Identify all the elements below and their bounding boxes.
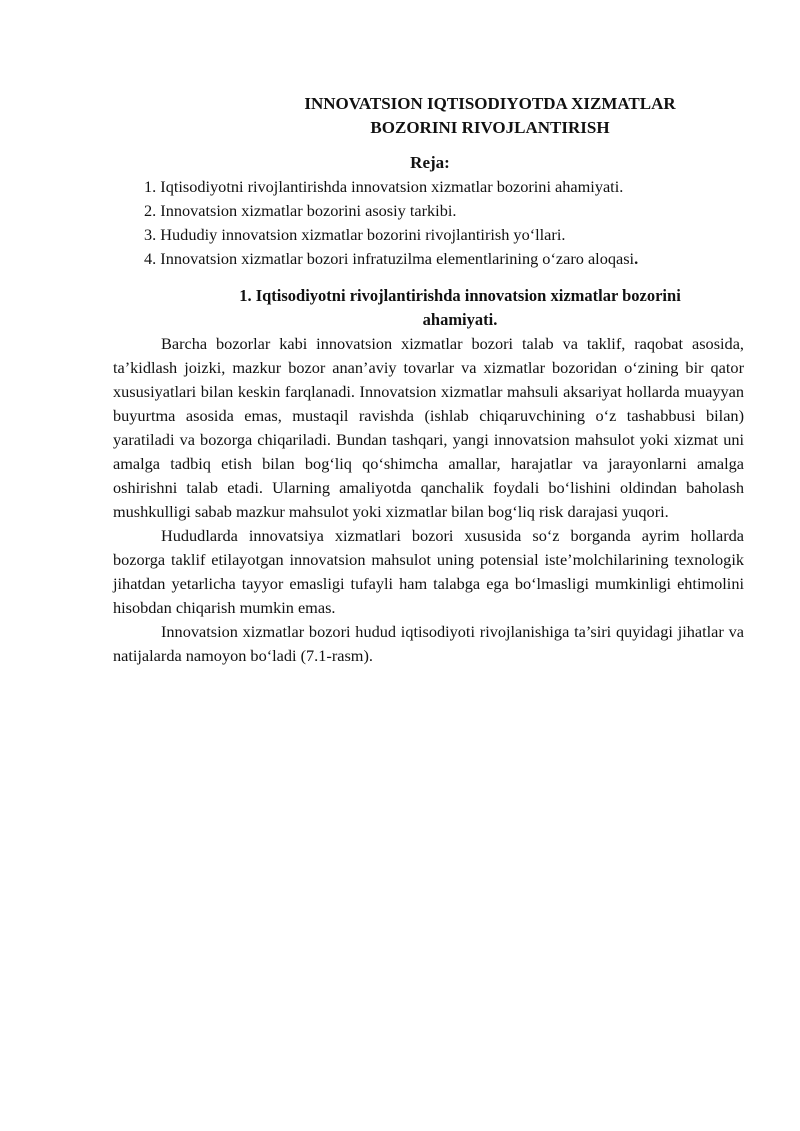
section-heading xyxy=(150,284,770,332)
paragraph: Hududlarda innovatsiya xizmatlari bozori xususida so‘z borganda ayrim hollarda bozorga taklif etilayotgan innovatsion mahsulot uning potensial iste’molchilarining texnologik jihatdan yetarlicha tayyor emasligi tufayli ham talabga ega bo‘lmasligi mumkinligi ehtimolini hisobdan chiqarish mumkin emas. xyxy=(113,526,744,617)
section-heading-line-2: ahamiyati. xyxy=(422,310,498,329)
plan-item-tail: . xyxy=(634,249,639,268)
document-title xyxy=(150,92,800,140)
paragraph: Barcha bozorlar kabi innovatsion xizmatlar bozori talab va taklif, raqobat asosida, ta’kidlash joizki, mazkur bozor anan’aviy tovarlar va xizmatlar bozoridan o‘zining bir qator xususiyatlari bilan keskin farqlanadi. Innovatsion xizmatlar mahsuli aksariyat hollarda muayyan buyurtma asosida emas, mustaqil ravishda (ishlab chiqaruvchining o‘z tashabbusi bilan) yaratiladi va bozorga chiqariladi. Bundan tashqari, yangi innovatsion mahsulot yoki xizmat uni amalga tadbiq etish bilan bog‘liq qo‘shimcha amallar, harajatlar va jarayonlarni amalga oshirishni talab etadi. Ularning amaliyotda qanchalik foydali bo‘lishini oldindan baholash mushkulligi sabab mazkur mahsulot yoki xizmatlar bilan bog‘liq risk darajasi yuqori. xyxy=(113,334,744,521)
plan-heading: Reja: xyxy=(410,153,450,172)
plan-item-text: 3. Hududiy innovatsion xizmatlar bozorini rivojlantirish yo‘llari. xyxy=(144,225,566,244)
plan-item xyxy=(144,175,764,199)
plan-item-text: 4. Innovatsion xizmatlar bozori infratuzilma elementlarining o‘zaro aloqasi xyxy=(144,249,635,268)
section-heading-line-1: 1. Iqtisodiyotni rivojlantirishda innovatsion xizmatlar bozorini xyxy=(239,286,681,305)
plan-item xyxy=(144,247,764,271)
title-line-1: INNOVATSION IQTISODIYOTDA XIZMATLAR xyxy=(304,94,676,113)
body-text xyxy=(113,332,744,668)
plan-list xyxy=(144,175,764,271)
plan-item-text: 1. Iqtisodiyotni rivojlantirishda innovatsion xizmatlar bozorini ahamiyati. xyxy=(144,177,624,196)
plan-item xyxy=(144,223,764,247)
plan-item xyxy=(144,199,764,223)
paragraph: Innovatsion xizmatlar bozori hudud iqtisodiyoti rivojlanishiga ta’siri quyidagi jihatlar va natijalarda namoyon bo‘ladi (7.1-rasm). xyxy=(113,622,744,665)
title-line-2: BOZORINI RIVOJLANTIRISH xyxy=(370,118,610,137)
plan-item-text: 2. Innovatsion xizmatlar bozorini asosiy tarkibi. xyxy=(144,201,457,220)
